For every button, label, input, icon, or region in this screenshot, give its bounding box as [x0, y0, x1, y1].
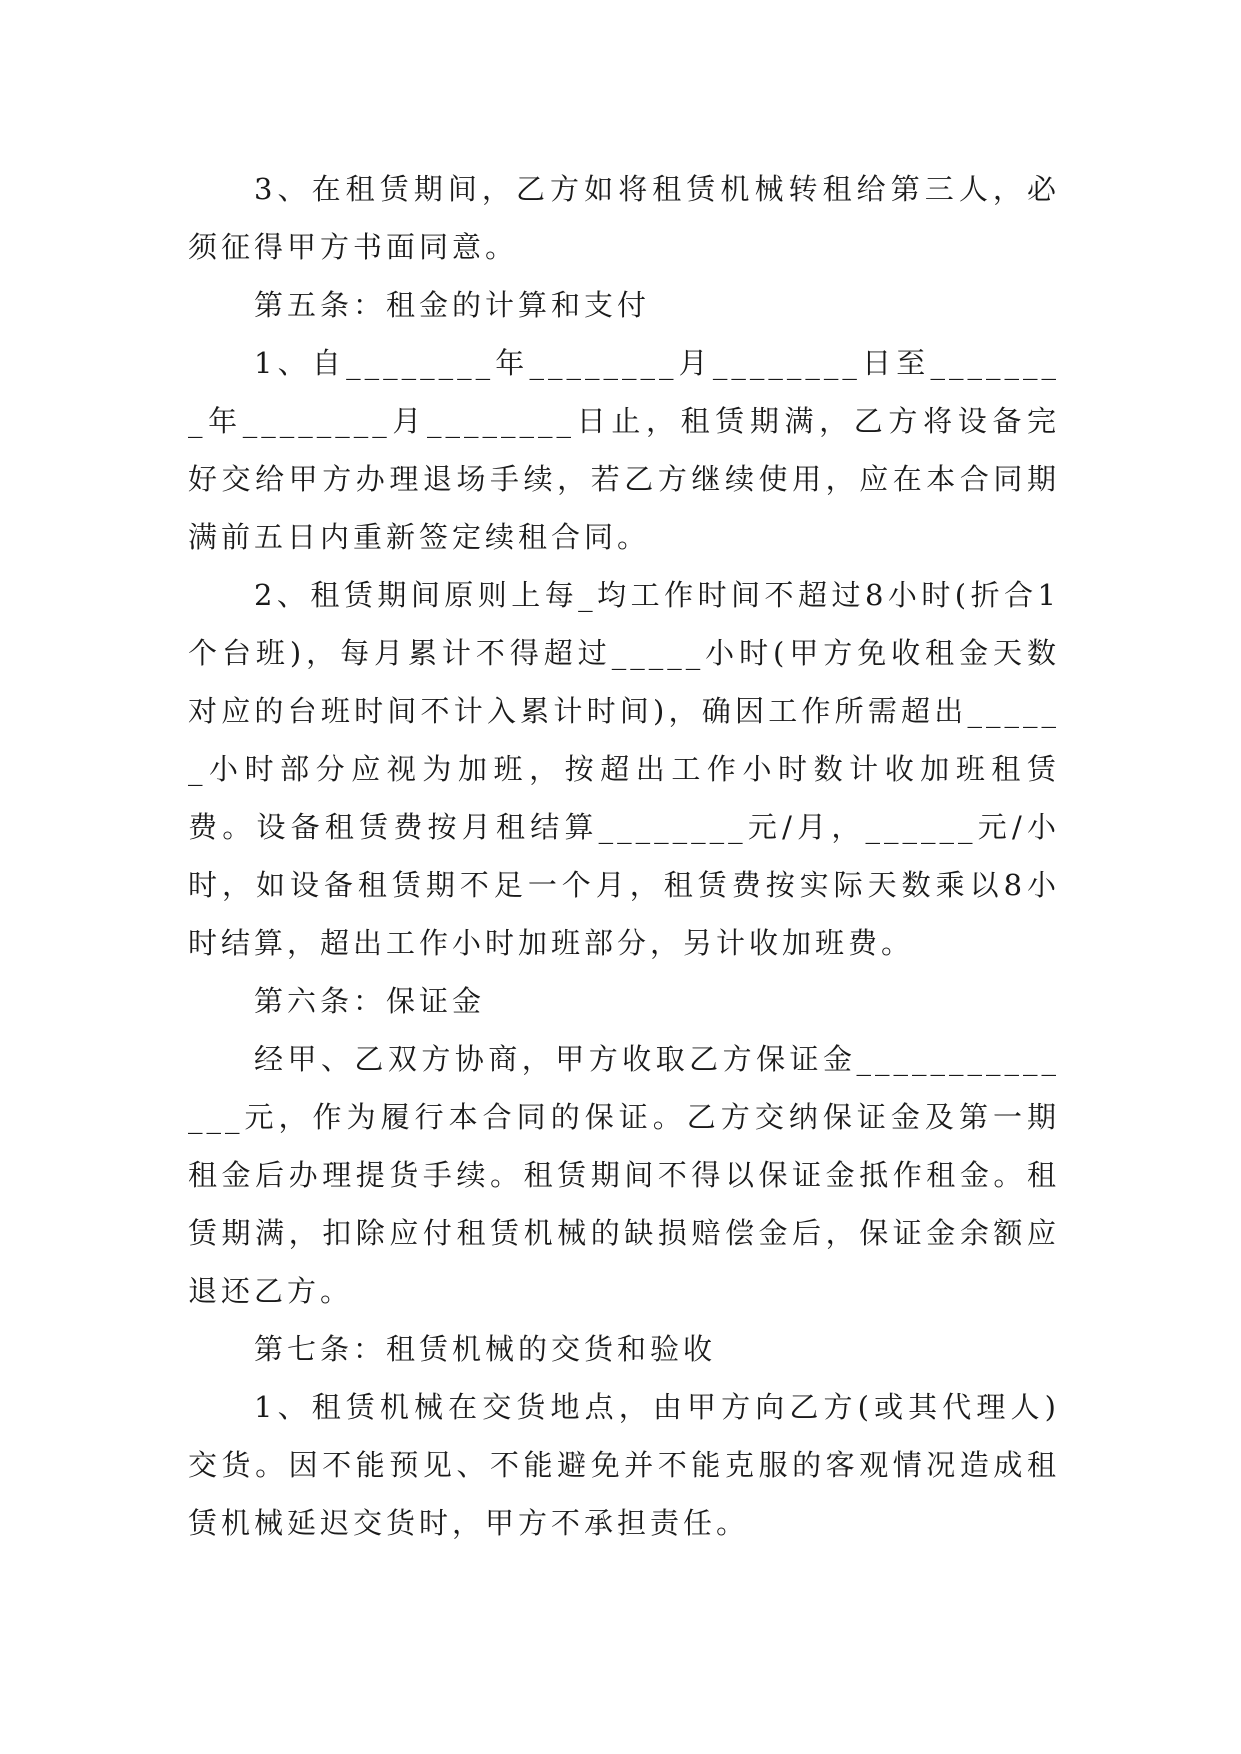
article-7-heading: 第七条：租赁机械的交货和验收 [254, 1332, 717, 1366]
contract-body [188, 160, 1060, 1552]
article-6-heading: 第六条：保证金 [254, 984, 486, 1018]
clause-delivery: 1、租赁机械在交货地点，由甲方向乙方(或其代理人)交货。因不能预见、不能避免并不能克服的客观情况造成租赁机械延迟交货时，甲方不承担责任。 [188, 1390, 1060, 1540]
clause-working-hours-fees: 2、租赁期间原则上每_均工作时间不超过8小时(折合1个台班)，每月累计不得超过_____小时(甲方免收租金天数对应的台班时间不计入累计时间)，确因工作所需超出______小时部分应视为加班，按超出工作小时数计收加班租赁费。设备租赁费按月租结算________元/月，______元/小时，如设备租赁期不足一个月，租赁费按实际天数乘以8小时结算，超出工作小时加班部分，另计收加班费。 [188, 578, 1060, 960]
article-5-heading: 第五条：租金的计算和支付 [254, 288, 651, 322]
clause-sublet-consent: 3、在租赁期间，乙方如将租赁机械转租给第三人，必须征得甲方书面同意。 [188, 172, 1060, 264]
clause-deposit: 经甲、乙双方协商，甲方收取乙方保证金______________元，作为履行本合同的保证。乙方交纳保证金及第一期租金后办理提货手续。租赁期间不得以保证金抵作租金。租赁期满，扣除应付租赁机械的缺损赔偿金后，保证金余额应退还乙方。 [188, 1042, 1060, 1308]
clause-lease-period: 1、自________年________月________日至________年________月________日止，租赁期满，乙方将设备完好交给甲方办理退场手续，若乙方继续使用，应在本合同期满前五日内重新签定续租合同。 [188, 346, 1060, 554]
